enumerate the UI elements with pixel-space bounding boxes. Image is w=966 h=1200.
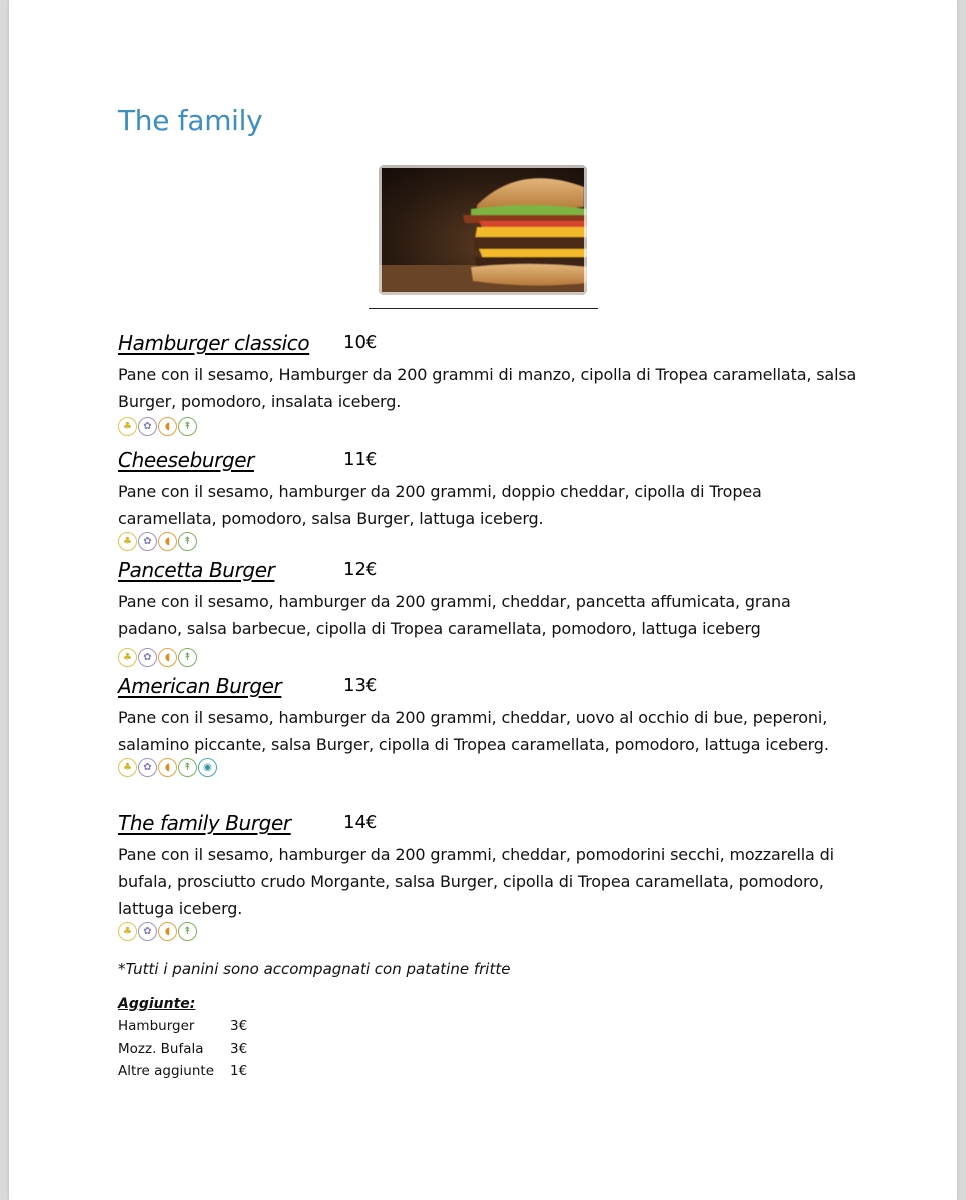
egg-icon: ◖ [158, 922, 177, 941]
extra-row [118, 1063, 318, 1086]
item-description: Pane con il sesamo, hamburger da 200 grammi, cheddar, pancetta affumicata, grana padano, salsa barbecue, cipolla di Tropea caramellata, pomodoro, lattuga iceberg [118, 592, 791, 638]
menu-item [118, 331, 858, 439]
allergen-list [118, 758, 858, 780]
extra-row [118, 1041, 318, 1064]
extra-name: Mozz. Bufala [118, 1040, 204, 1057]
wheat-icon: ♣ [118, 532, 137, 551]
extra-price: 3€ [230, 1018, 248, 1034]
menu-page [9, 0, 957, 1200]
item-price: 10€ [343, 332, 378, 353]
item-description: Pane con il sesamo, hamburger da 200 grammi, doppio cheddar, cipolla di Tropea caramellata, pomodoro, salsa Burger, lattuga iceberg. [118, 482, 762, 528]
allergen-list [118, 532, 858, 554]
allergen-list [118, 922, 858, 944]
egg-icon: ◖ [158, 532, 177, 551]
burger-photo [379, 165, 587, 295]
item-description: Pane con il sesamo, Hamburger da 200 grammi di manzo, cipolla di Tropea caramellata, salsa Burger, pomodoro, insalata iceberg. [118, 365, 857, 411]
wheat-icon: ♣ [118, 758, 137, 777]
wheat-icon: ♣ [118, 922, 137, 941]
milk-icon: ✿ [138, 648, 157, 667]
menu-item [118, 674, 858, 780]
egg-icon: ◖ [158, 648, 177, 667]
celery-icon: ↟ [178, 648, 197, 667]
milk-icon: ✿ [138, 417, 157, 436]
side-dish-note: *Tutti i panini sono accompagnati con patatine fritte [118, 960, 511, 978]
celery-icon: ↟ [178, 758, 197, 777]
egg-icon: ◖ [158, 417, 177, 436]
item-description: Pane con il sesamo, hamburger da 200 grammi, cheddar, pomodorini secchi, mozzarella di bufala, prosciutto crudo Morgante, salsa Burger, cipolla di Tropea caramellata, pomodoro, lattuga iceberg. [118, 845, 834, 918]
wheat-icon: ♣ [118, 648, 137, 667]
celery-icon: ↟ [178, 922, 197, 941]
item-price: 11€ [343, 449, 378, 470]
item-name: Cheeseburger [118, 448, 254, 472]
extra-row [118, 1018, 318, 1041]
menu-item [118, 448, 858, 554]
milk-icon: ✿ [138, 922, 157, 941]
egg-icon: ◖ [158, 758, 177, 777]
extra-name: Altre aggiunte [118, 1063, 215, 1079]
extra-name: Hamburger [118, 1018, 195, 1034]
menu-item [118, 811, 858, 944]
celery-icon: ↟ [178, 532, 197, 551]
fish-icon: ◉ [198, 758, 217, 777]
allergen-list [118, 417, 858, 439]
milk-icon: ✿ [138, 532, 157, 551]
item-name: American Burger [118, 674, 282, 698]
item-price: 13€ [343, 675, 378, 696]
extras-title: Aggiunte: [118, 996, 196, 1012]
item-name: Hamburger classico [118, 331, 310, 355]
item-name: The family Burger [118, 811, 291, 835]
item-price: 12€ [343, 559, 378, 580]
celery-icon: ↟ [178, 417, 197, 436]
extra-price: 3€ [230, 1040, 248, 1057]
divider [369, 308, 598, 309]
extras-list [118, 1018, 318, 1086]
allergen-list [118, 648, 858, 670]
item-description: Pane con il sesamo, hamburger da 200 grammi, cheddar, uovo al occhio di bue, peperoni, salamino piccante, salsa Burger, cipolla di Tropea caramellata, pomodoro, lattuga iceberg. [118, 708, 829, 754]
item-name: Pancetta Burger [118, 558, 275, 582]
item-price: 14€ [343, 812, 378, 833]
wheat-icon: ♣ [118, 417, 137, 436]
menu-item [118, 558, 858, 670]
extra-price: 1€ [230, 1063, 248, 1079]
page-title: The family [118, 104, 263, 137]
milk-icon: ✿ [138, 758, 157, 777]
